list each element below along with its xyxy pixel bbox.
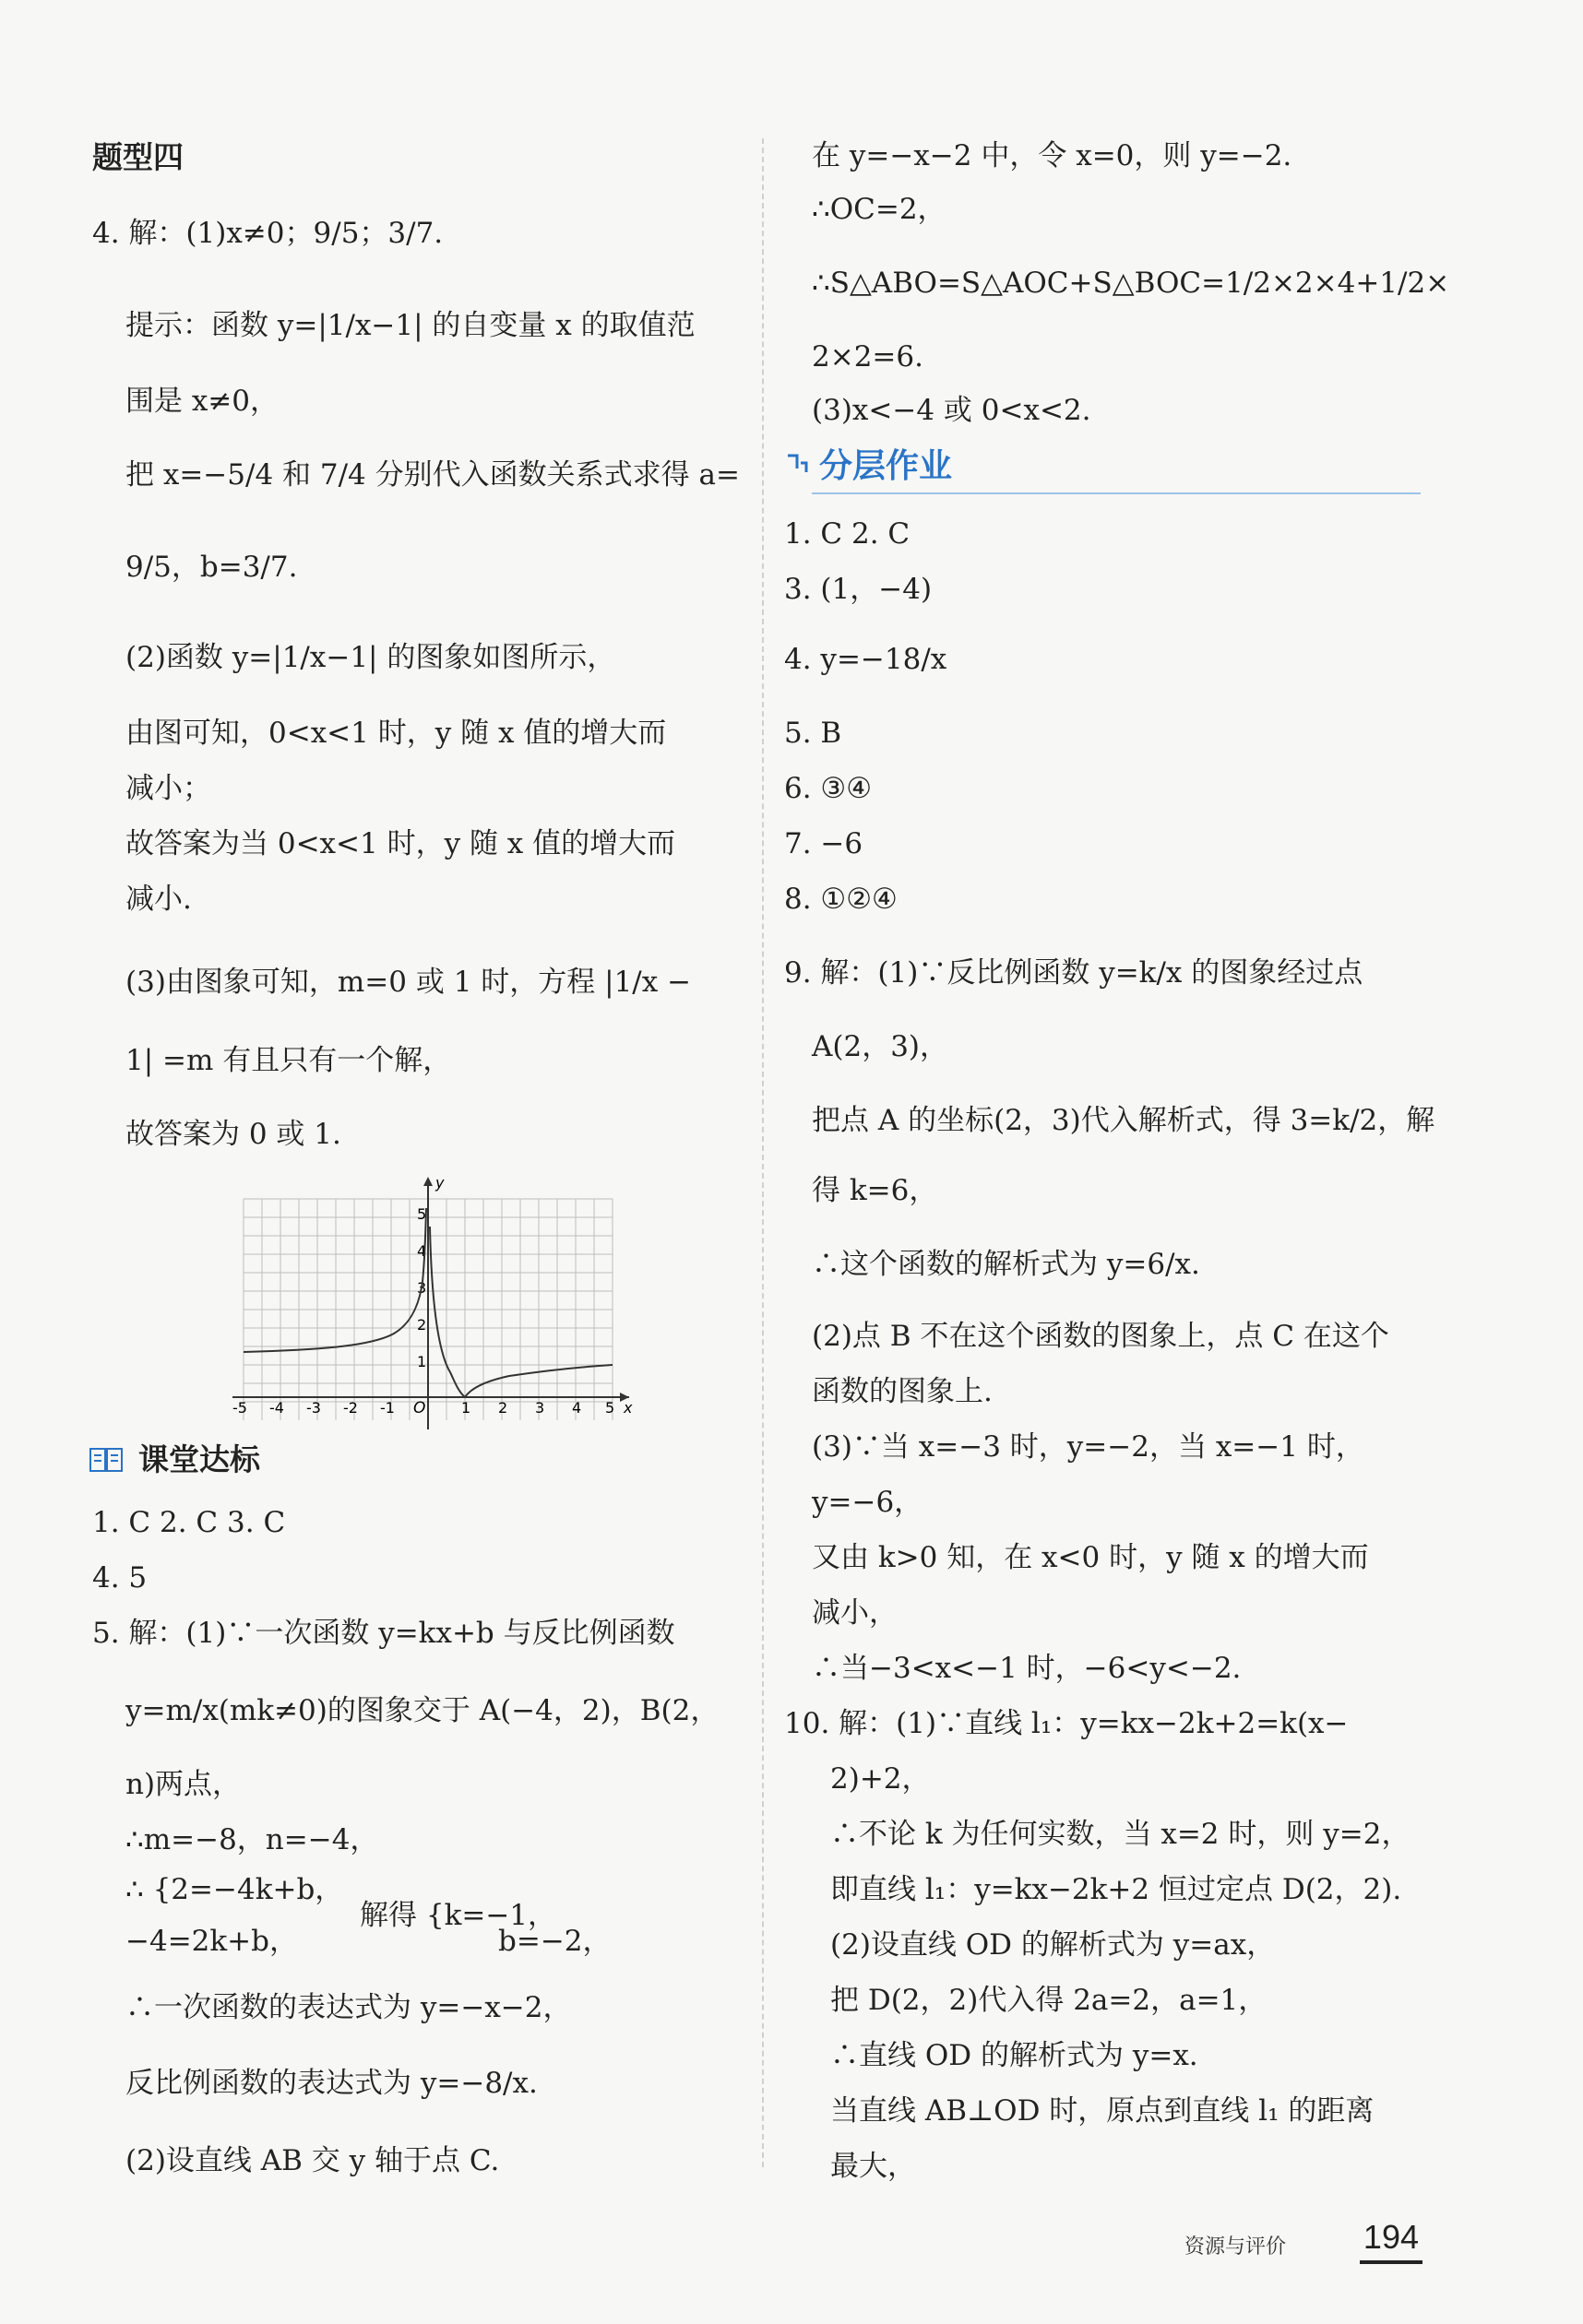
q5-line8: (2)设直线 AB 交 y 轴于点 C. bbox=[125, 2144, 500, 2177]
page-number-underline bbox=[1360, 2260, 1422, 2264]
answer-6: 6. ③④ bbox=[784, 772, 873, 805]
q9-line11: 减小， bbox=[812, 1596, 898, 1630]
curve-right-branch bbox=[430, 1227, 613, 1397]
q9-line4: 得 k=6， bbox=[812, 1174, 938, 1207]
y-tick: 4 bbox=[417, 1242, 427, 1260]
q5-system-line2: −4=2k+b， bbox=[125, 1925, 298, 1958]
answer-8: 8. ①②④ bbox=[784, 883, 898, 916]
y-tick: 2 bbox=[417, 1316, 427, 1334]
q10-line7: ∴直线 OD 的解析式为 y=x. bbox=[830, 2039, 1198, 2072]
q4-hint-line2: 围是 x≠0， bbox=[125, 385, 280, 418]
q5-line3: n)两点， bbox=[125, 1768, 242, 1801]
x-tick: 1 bbox=[461, 1399, 471, 1417]
column-divider bbox=[762, 138, 764, 2167]
q10-line4: 即直线 l₁：y=kx−2k+2 恒过定点 D(2，2). bbox=[830, 1873, 1402, 1906]
layered-section-icon bbox=[784, 450, 810, 478]
classroom-answers-2: 4. 5 bbox=[92, 1561, 148, 1595]
q5-line1: 5. 解：(1)∵一次函数 y=kx+b 与反比例函数 bbox=[92, 1617, 675, 1650]
section-rule bbox=[812, 492, 1421, 494]
origin-label: O bbox=[413, 1399, 426, 1417]
r-line1: 在 y=−x−2 中，令 x=0，则 y=−2. bbox=[812, 139, 1292, 172]
q10-line5: (2)设直线 OD 的解析式为 y=ax， bbox=[830, 1928, 1276, 1962]
r-line2: ∴OC=2， bbox=[812, 193, 946, 226]
q4-part2-line3: 减小； bbox=[125, 772, 211, 805]
q5-line7: 反比例函数的表达式为 y=−8/x. bbox=[125, 2067, 538, 2100]
section-layered: 分层作业 bbox=[819, 447, 953, 485]
q4-part2-line4: 故答案为当 0<x<1 时，y 随 x 值的增大而 bbox=[125, 827, 676, 860]
q9-line12: ∴当−3<x<−1 时，−6<y<−2. bbox=[812, 1652, 1242, 1685]
x-tick: 4 bbox=[572, 1399, 582, 1417]
q5-system-line1: ∴ {2=−4k+b， bbox=[125, 1873, 344, 1906]
q4-part2-line2: 由图可知，0<x<1 时，y 随 x 值的增大而 bbox=[125, 717, 667, 750]
q9-line2: A(2，3)， bbox=[812, 1030, 949, 1063]
q4-sub-line2: 9/5，b=3/7. bbox=[125, 551, 298, 584]
q5-solve-line2: b=−2， bbox=[498, 1925, 612, 1958]
q4-part2-line1: (2)函数 y=|1/x−1| 的图象如图所示， bbox=[125, 641, 616, 674]
q9-line1: 9. 解：(1)∵反比例函数 y=k/x 的图象经过点 bbox=[784, 956, 1363, 990]
y-tick: 1 bbox=[417, 1353, 427, 1370]
q10-line2: 2)+2， bbox=[830, 1762, 931, 1796]
x-tick: -2 bbox=[343, 1399, 358, 1417]
curve-left-branch bbox=[244, 1208, 426, 1352]
page-number: 194 bbox=[1363, 2218, 1419, 2256]
x-tick: -5 bbox=[232, 1399, 247, 1417]
y-axis-label: y bbox=[435, 1174, 445, 1192]
q5-line6: ∴一次函数的表达式为 y=−x−2， bbox=[125, 1991, 572, 2024]
q9-line8: (3)∵当 x=−3 时，y=−2，当 x=−1 时， bbox=[812, 1430, 1364, 1464]
q4-sub-line1: 把 x=−5/4 和 7/4 分别代入函数关系式求得 a= bbox=[125, 458, 740, 492]
answer-1-2: 1. C 2. C bbox=[784, 517, 911, 551]
x-tick: 2 bbox=[498, 1399, 508, 1417]
q10-line3: ∴不论 k 为任何实数，当 x=2 时，则 y=2， bbox=[830, 1818, 1410, 1851]
footer-label: 资源与评价 bbox=[1184, 2235, 1287, 2259]
answer-3: 3. (1，−4) bbox=[784, 573, 933, 606]
q10-line6: 把 D(2，2)代入得 2a=2，a=1， bbox=[830, 1984, 1268, 2017]
q5-line2: y=m/x(mk≠0)的图象交于 A(−4，2)，B(2， bbox=[125, 1694, 720, 1727]
x-tick: 3 bbox=[535, 1399, 545, 1417]
q4-part2-line5: 减小. bbox=[125, 883, 192, 916]
q9-line10: 又由 k>0 知，在 x<0 时，y 随 x 的增大而 bbox=[812, 1541, 1369, 1574]
book-icon bbox=[89, 1446, 125, 1474]
answer-4: 4. y=−18/x bbox=[784, 643, 947, 676]
r-line3: ∴S△ABO=S△AOC+S△BOC=1/2×2×4+1/2× bbox=[812, 267, 1450, 300]
q10-line8: 当直线 AB⊥OD 时，原点到直线 l₁ 的距离 bbox=[830, 2094, 1375, 2128]
q10-line1: 10. 解：(1)∵直线 l₁：y=kx−2k+2=k(x− bbox=[784, 1707, 1349, 1740]
r-line5: (3)x<−4 或 0<x<2. bbox=[812, 394, 1091, 427]
q9-line3: 把点 A 的坐标(2，3)代入解析式，得 3=k/2，解 bbox=[812, 1104, 1435, 1137]
y-tick: 5 bbox=[417, 1205, 427, 1223]
y-tick: 3 bbox=[417, 1279, 427, 1297]
q4-part3-line1: (3)由图象可知，m=0 或 1 时，方程 |1/x − bbox=[125, 966, 692, 999]
answer-7: 7. −6 bbox=[784, 827, 863, 860]
x-tick: 5 bbox=[605, 1399, 615, 1417]
q4-part3-line3: 故答案为 0 或 1. bbox=[125, 1118, 341, 1151]
q4-answer-line: 4. 解：(1)x≠0；9/5；3/7. bbox=[92, 217, 444, 250]
q5-line4: ∴m=−8，n=−4， bbox=[125, 1823, 379, 1856]
r-line4: 2×2=6. bbox=[812, 340, 923, 374]
q4-part3-line2: 1| =m 有且只有一个解， bbox=[125, 1044, 452, 1077]
q9-line6: (2)点 B 不在这个函数的图象上，点 C 在这个 bbox=[812, 1320, 1389, 1353]
x-tick: -1 bbox=[380, 1399, 395, 1417]
x-tick: -3 bbox=[306, 1399, 321, 1417]
heading-type-four: 题型四 bbox=[92, 139, 184, 175]
q9-line7: 函数的图象上. bbox=[812, 1375, 993, 1408]
q9-line5: ∴这个函数的解析式为 y=6/x. bbox=[812, 1248, 1200, 1281]
x-tick: -4 bbox=[269, 1399, 284, 1417]
q4-hint-line1: 提示：函数 y=|1/x−1| 的自变量 x 的取值范 bbox=[125, 309, 696, 342]
x-axis-label: x bbox=[624, 1399, 633, 1417]
q9-line9: y=−6， bbox=[812, 1486, 923, 1519]
answer-5: 5. B bbox=[784, 717, 842, 750]
classroom-answers-1: 1. C 2. C 3. C bbox=[92, 1506, 286, 1539]
function-graph bbox=[232, 1171, 638, 1429]
q10-line9: 最大， bbox=[830, 2150, 916, 2183]
section-classroom: 课堂达标 bbox=[138, 1441, 260, 1477]
q5-solve-line1: 解得 {k=−1， bbox=[360, 1899, 557, 1932]
